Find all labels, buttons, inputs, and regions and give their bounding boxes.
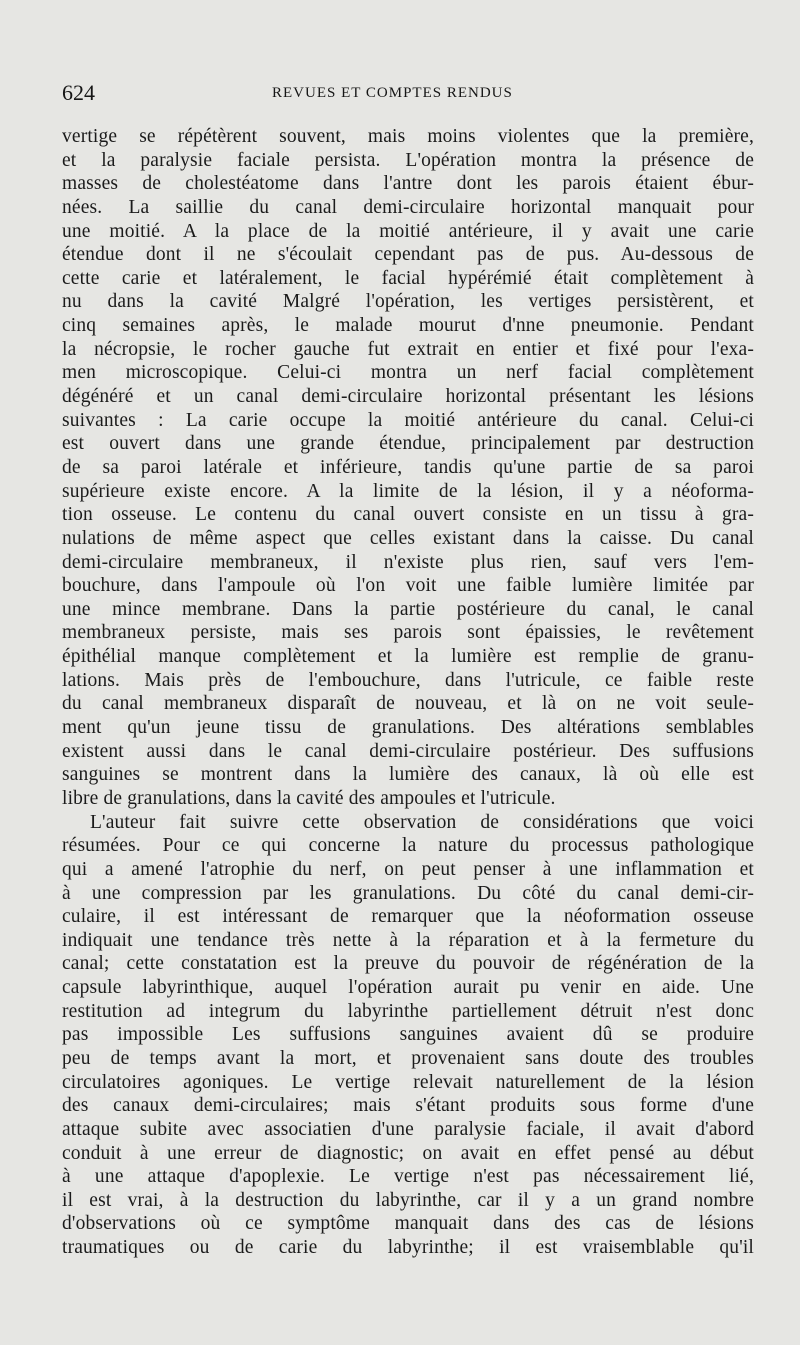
text-line: une moitié. A la place de la moitié antérieure, il y avait une carie [62,220,754,242]
text-line: du canal membraneux disparaît de nouveau, et là on ne voit seule- [62,693,754,715]
text-line: bouchure, dans l'ampoule où l'on voit une faible lumière limitée par [62,575,754,597]
text-line: conduit à une erreur de diagnostic; on avait en effet pensé au début [62,1142,754,1164]
running-title: REVUES ET COMPTES RENDUS [272,85,513,101]
text-line: la nécropsie, le rocher gauche fut extrait en entier et fixé pour l'exa- [62,338,754,360]
text-line: ment qu'un jeune tissu de granulations. Des altérations semblables [62,717,754,739]
text-line: men microscopique. Celui-ci montra un nerf facial complètement [62,362,754,384]
text-line: à une compression par les granulations. Du côté du canal demi-cir- [62,882,754,904]
text-line: supérieure existe encore. A la limite de la lésion, il y a néoforma- [62,480,754,502]
text-line: et la paralysie faciale persista. L'opération montra la présence de [62,149,754,171]
text-line: peu de temps avant la mort, et provenaient sans doute des troubles [62,1047,754,1069]
text-line: libre de granulations, dans la cavité des ampoules et l'utricule. [62,787,556,809]
text-line: nu dans la cavité Malgré l'opération, les vertiges persistèrent, et [62,291,754,313]
text-line: est ouvert dans une grande étendue, principalement par destruction [62,433,754,455]
text-line: circulatoires agoniques. Le vertige relevait naturellement de la lésion [62,1071,754,1093]
text-line: nées. La saillie du canal demi-circulaire horizontal manquait pour [62,196,754,218]
text-line: attaque subite avec associatien d'une paralysie faciale, il avait d'abord [62,1118,754,1140]
text-line: demi-circulaire membraneux, il n'existe plus rien, sauf vers l'em- [62,551,754,573]
text-line: cette carie et latéralement, le facial hypérémié était complètement à [62,267,754,289]
text-line: pas impossible Les suffusions sanguines avaient dû se produire [62,1024,754,1046]
text-line: des canaux demi-circulaires; mais s'étant produits sous forme d'une [62,1095,754,1117]
text-line: canal; cette constatation est la preuve du pouvoir de régénération de la [62,953,754,975]
text-line: L'auteur fait suivre cette observation de considérations que voici [90,811,754,833]
text-line: lations. Mais près de l'embouchure, dans l'utricule, ce faible reste [62,669,754,691]
text-line: culaire, il est intéressant de remarquer que la néoformation osseuse [62,906,754,928]
text-line: qui a amené l'atrophie du nerf, on peut penser à une inflammation et [62,858,754,880]
text-line: étendue dont il ne s'écoulait cependant pas de pus. Au-dessous de [62,244,754,266]
text-line: restitution ad integrum du labyrinthe partiellement détruit n'est donc [62,1000,754,1022]
text-line: suivantes : La carie occupe la moitié antérieure du canal. Celui-ci [62,409,754,431]
text-line: sanguines se montrent dans la lumière des canaux, là où elle est [62,764,754,786]
text-line: capsule labyrinthique, auquel l'opération aurait pu venir en aide. Une [62,977,754,999]
page-number: 624 [62,80,95,105]
text-line: nulations de même aspect que celles existant dans la caisse. Du canal [62,527,754,549]
text-line: une mince membrane. Dans la partie postérieure du canal, le canal [62,598,754,620]
text-line: il est vrai, à la destruction du labyrinthe, car il y a un grand nombre [62,1189,754,1211]
text-line: masses de cholestéatome dans l'antre dont les parois étaient ébur- [62,173,754,195]
text-line: d'observations où ce symptôme manquait dans des cas de lésions [62,1213,754,1235]
text-line: résumées. Pour ce qui concerne la nature du processus pathologique [62,835,754,857]
page-header [62,80,752,110]
text-line: indiquait une tendance très nette à la réparation et à la fermeture du [62,929,754,951]
text-line: dégénéré et un canal demi-circulaire horizontal présentant les lésions [62,386,754,408]
body-text [62,125,754,1260]
text-line: épithélial manque complètement et la lumière est remplie de granu- [62,646,754,668]
text-line: existent aussi dans le canal demi-circulaire postérieur. Des suffusions [62,740,754,762]
text-line: membraneux persiste, mais ses parois sont épaissies, le revêtement [62,622,754,644]
text-line: vertige se répétèrent souvent, mais moins violentes que la première, [62,126,754,147]
text-line: traumatiques ou de carie du labyrinthe; il est vraisemblable qu'il [62,1237,754,1259]
text-line: cinq semaines après, le malade mourut d'nne pneumonie. Pendant [62,315,754,337]
text-line: tion osseuse. Le contenu du canal ouvert consiste en un tissu à gra- [62,504,754,526]
text-line: de sa paroi latérale et inférieure, tandis qu'une partie de sa paroi [62,456,754,478]
text-line: à une attaque d'apoplexie. Le vertige n'est pas nécessairement lié, [62,1166,754,1188]
